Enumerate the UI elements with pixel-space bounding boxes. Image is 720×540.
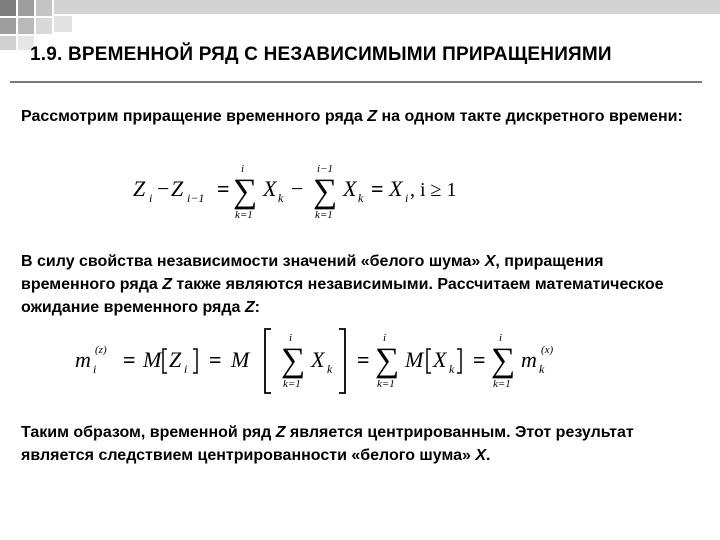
f2-sum2-sign: ∑	[375, 342, 400, 379]
f2-equals-3: =	[357, 347, 370, 372]
f2-m: m	[75, 347, 91, 372]
title-divider	[10, 81, 702, 83]
intro-text-2: на одном такте дискретного времени:	[377, 108, 683, 125]
f2-m-op-3: M	[405, 347, 424, 372]
f2-sum1-lower: k=1	[283, 378, 301, 390]
f2-bracket-left-1	[163, 349, 167, 373]
f2-sum1-upper: i	[289, 332, 293, 344]
f2-m-k: m	[521, 347, 537, 372]
f1-sum1-term-sub: k	[278, 191, 284, 205]
f2-sum3-upper: i	[499, 332, 503, 344]
f1-equals-1: =	[217, 176, 230, 201]
f2-m-sup: (z)	[95, 344, 107, 356]
conclusion-text-1: Таким образом, временной ряд	[21, 424, 276, 441]
f1-sum2-term: X	[343, 176, 357, 201]
f1-sum1-sign: ∑	[233, 173, 258, 210]
f2-z-sub: i	[184, 362, 188, 376]
f2-m-sub: i	[93, 362, 97, 376]
f1-sum2-sign: ∑	[313, 173, 338, 210]
f2-sum3-lower: k=1	[493, 378, 511, 390]
f2-big-bracket-left	[265, 329, 271, 393]
expectation-formula	[65, 323, 585, 399]
conclusion-paragraph	[21, 421, 701, 467]
increment-formula	[125, 158, 475, 224]
f1-sum2-upper: i−1	[317, 163, 333, 175]
middle-text-2: , приращения временного ряда	[21, 253, 604, 293]
f1-sum2-lower: k=1	[315, 209, 333, 221]
f2-bracket-right-1	[193, 349, 197, 373]
conclusion-var-z: Z	[275, 424, 286, 441]
conclusion-text-3: .	[485, 447, 491, 464]
middle-var-z-2: Z	[244, 299, 255, 316]
f2-equals-2: =	[209, 347, 222, 372]
middle-var-z: Z	[162, 276, 172, 293]
f1-z-prev-sub: i−1	[187, 191, 205, 205]
f2-x-2-sub: k	[449, 362, 455, 376]
f2-big-bracket-right	[339, 329, 345, 393]
f1-x-i-sub: i	[405, 191, 409, 205]
f1-minus: −	[157, 176, 170, 201]
intro-paragraph	[21, 105, 701, 128]
middle-text-4: :	[254, 299, 260, 316]
middle-text-3: также являются независимыми. Рассчитаем математическое ожидание временного ряда	[21, 276, 664, 316]
f1-equals-2: =	[371, 176, 384, 201]
f2-x-1-sub: k	[327, 362, 333, 376]
f2-sum3-sign: ∑	[491, 342, 516, 379]
conclusion-var-x: X	[475, 447, 486, 464]
f2-equals-4: =	[473, 347, 486, 372]
f2-m-k-sup: (x)	[541, 344, 554, 356]
f2-equals-1: =	[123, 347, 136, 372]
f1-x-i: X	[389, 176, 403, 201]
intro-text-1: Рассмотрим приращение временного ряда	[21, 108, 368, 125]
f2-x-1: X	[311, 347, 325, 372]
independence-paragraph	[21, 250, 701, 319]
f1-minus-2: −	[291, 176, 304, 201]
middle-var-x: X	[484, 253, 496, 270]
f1-sum1-term: X	[263, 176, 277, 201]
f1-z-i-sub: i	[149, 191, 153, 205]
f2-bracket-right-2	[457, 349, 461, 373]
f1-z-i: Z	[133, 176, 146, 201]
f2-m-op-2: M	[231, 347, 250, 372]
f2-m-k-sub: k	[539, 362, 545, 376]
f2-z: Z	[169, 347, 182, 372]
f2-sum2-upper: i	[383, 332, 387, 344]
f2-bracket-left-2	[427, 349, 431, 373]
slide-title: 1.9. ВРЕМЕННОЙ РЯД С НЕЗАВИСИМЫМИ ПРИРАЩЕНИЯМИ	[30, 44, 612, 65]
f2-x-2: X	[433, 347, 447, 372]
conclusion-text-2: является центрированным. Этот результат является следствием центрированности «белого шума»	[21, 424, 634, 464]
f1-z-prev: Z	[171, 176, 184, 201]
f1-condition: , i ≥ 1	[410, 179, 457, 201]
middle-text-1: В силу свойства независимости значений «белого шума»	[21, 253, 485, 270]
f2-sum2-lower: k=1	[377, 378, 395, 390]
f1-sum1-lower: k=1	[235, 209, 253, 221]
f2-m-op-1: M	[143, 347, 162, 372]
f1-sum1-upper: i	[241, 163, 245, 175]
intro-var-z: Z	[367, 108, 378, 125]
f2-sum1-sign: ∑	[281, 342, 306, 379]
f1-sum2-term-sub: k	[358, 191, 364, 205]
